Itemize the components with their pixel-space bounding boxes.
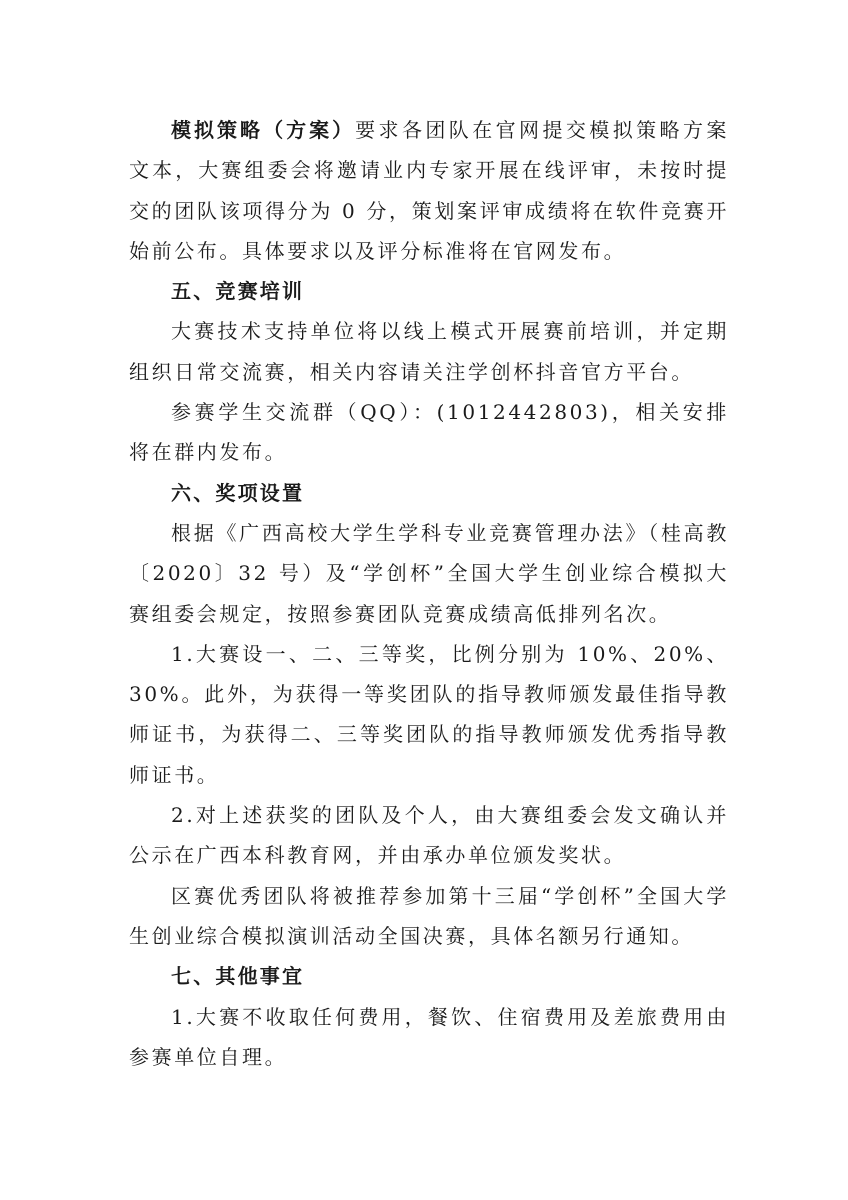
document-body	[129, 110, 729, 1077]
awards-item-2: 2.对上述获奖的团队及个人，由大赛组委会发文确认并公示在广西本科教育网，并由承办单位颁发奖状。	[129, 803, 729, 868]
awards-national-paragraph: 区赛优秀团队将被推荐参加第十三届“学创杯”全国大学生创业综合模拟演训活动全国决赛，具体名额另行通知。	[129, 883, 729, 948]
strategy-paragraph	[129, 110, 729, 271]
other-item-1: 1.大赛不收取任何费用，餐饮、住宿费用及差旅费用由参赛单位自理。	[129, 1004, 729, 1069]
training-paragraph: 大赛技术支持单位将以线上模式开展赛前培训，并定期组织日常交流赛，相关内容请关注学创杯抖音官方平台。	[129, 319, 729, 384]
section-heading-awards: 六、奖项设置	[171, 480, 305, 505]
strategy-lead: 模拟策略（方案）	[171, 118, 356, 142]
section-heading-other: 七、其他事宜	[171, 964, 305, 989]
qq-group-paragraph: 参赛学生交流群（QQ）：(1012442803)，相关安排将在群内发布。	[129, 400, 729, 465]
section-heading-training: 五、竞赛培训	[171, 279, 305, 304]
awards-item-1: 1.大赛设一、二、三等奖，比例分别为 10%、20%、30%。此外，为获得一等奖团队的指导教师颁发最佳指导教师证书，为获得二、三等奖团队的指导教师颁发优秀指导教师证书。	[129, 641, 729, 787]
awards-basis-paragraph: 根据《广西高校大学生学科专业竞赛管理办法》（桂高教〔2020〕32 号）及“学创杯”全国大学生创业综合模拟大赛组委会规定，按照参赛团队竞赛成绩高低排列名次。	[129, 520, 729, 626]
strategy-body: 要求各团队在官网提交模拟策略方案文本，大赛组委会将邀请业内专家开展在线评审，未按时提交的团队该项得分为 0 分，策划案评审成绩将在软件竞赛开始前公布。具体要求以及评分标准将在官网发布。	[129, 118, 729, 263]
